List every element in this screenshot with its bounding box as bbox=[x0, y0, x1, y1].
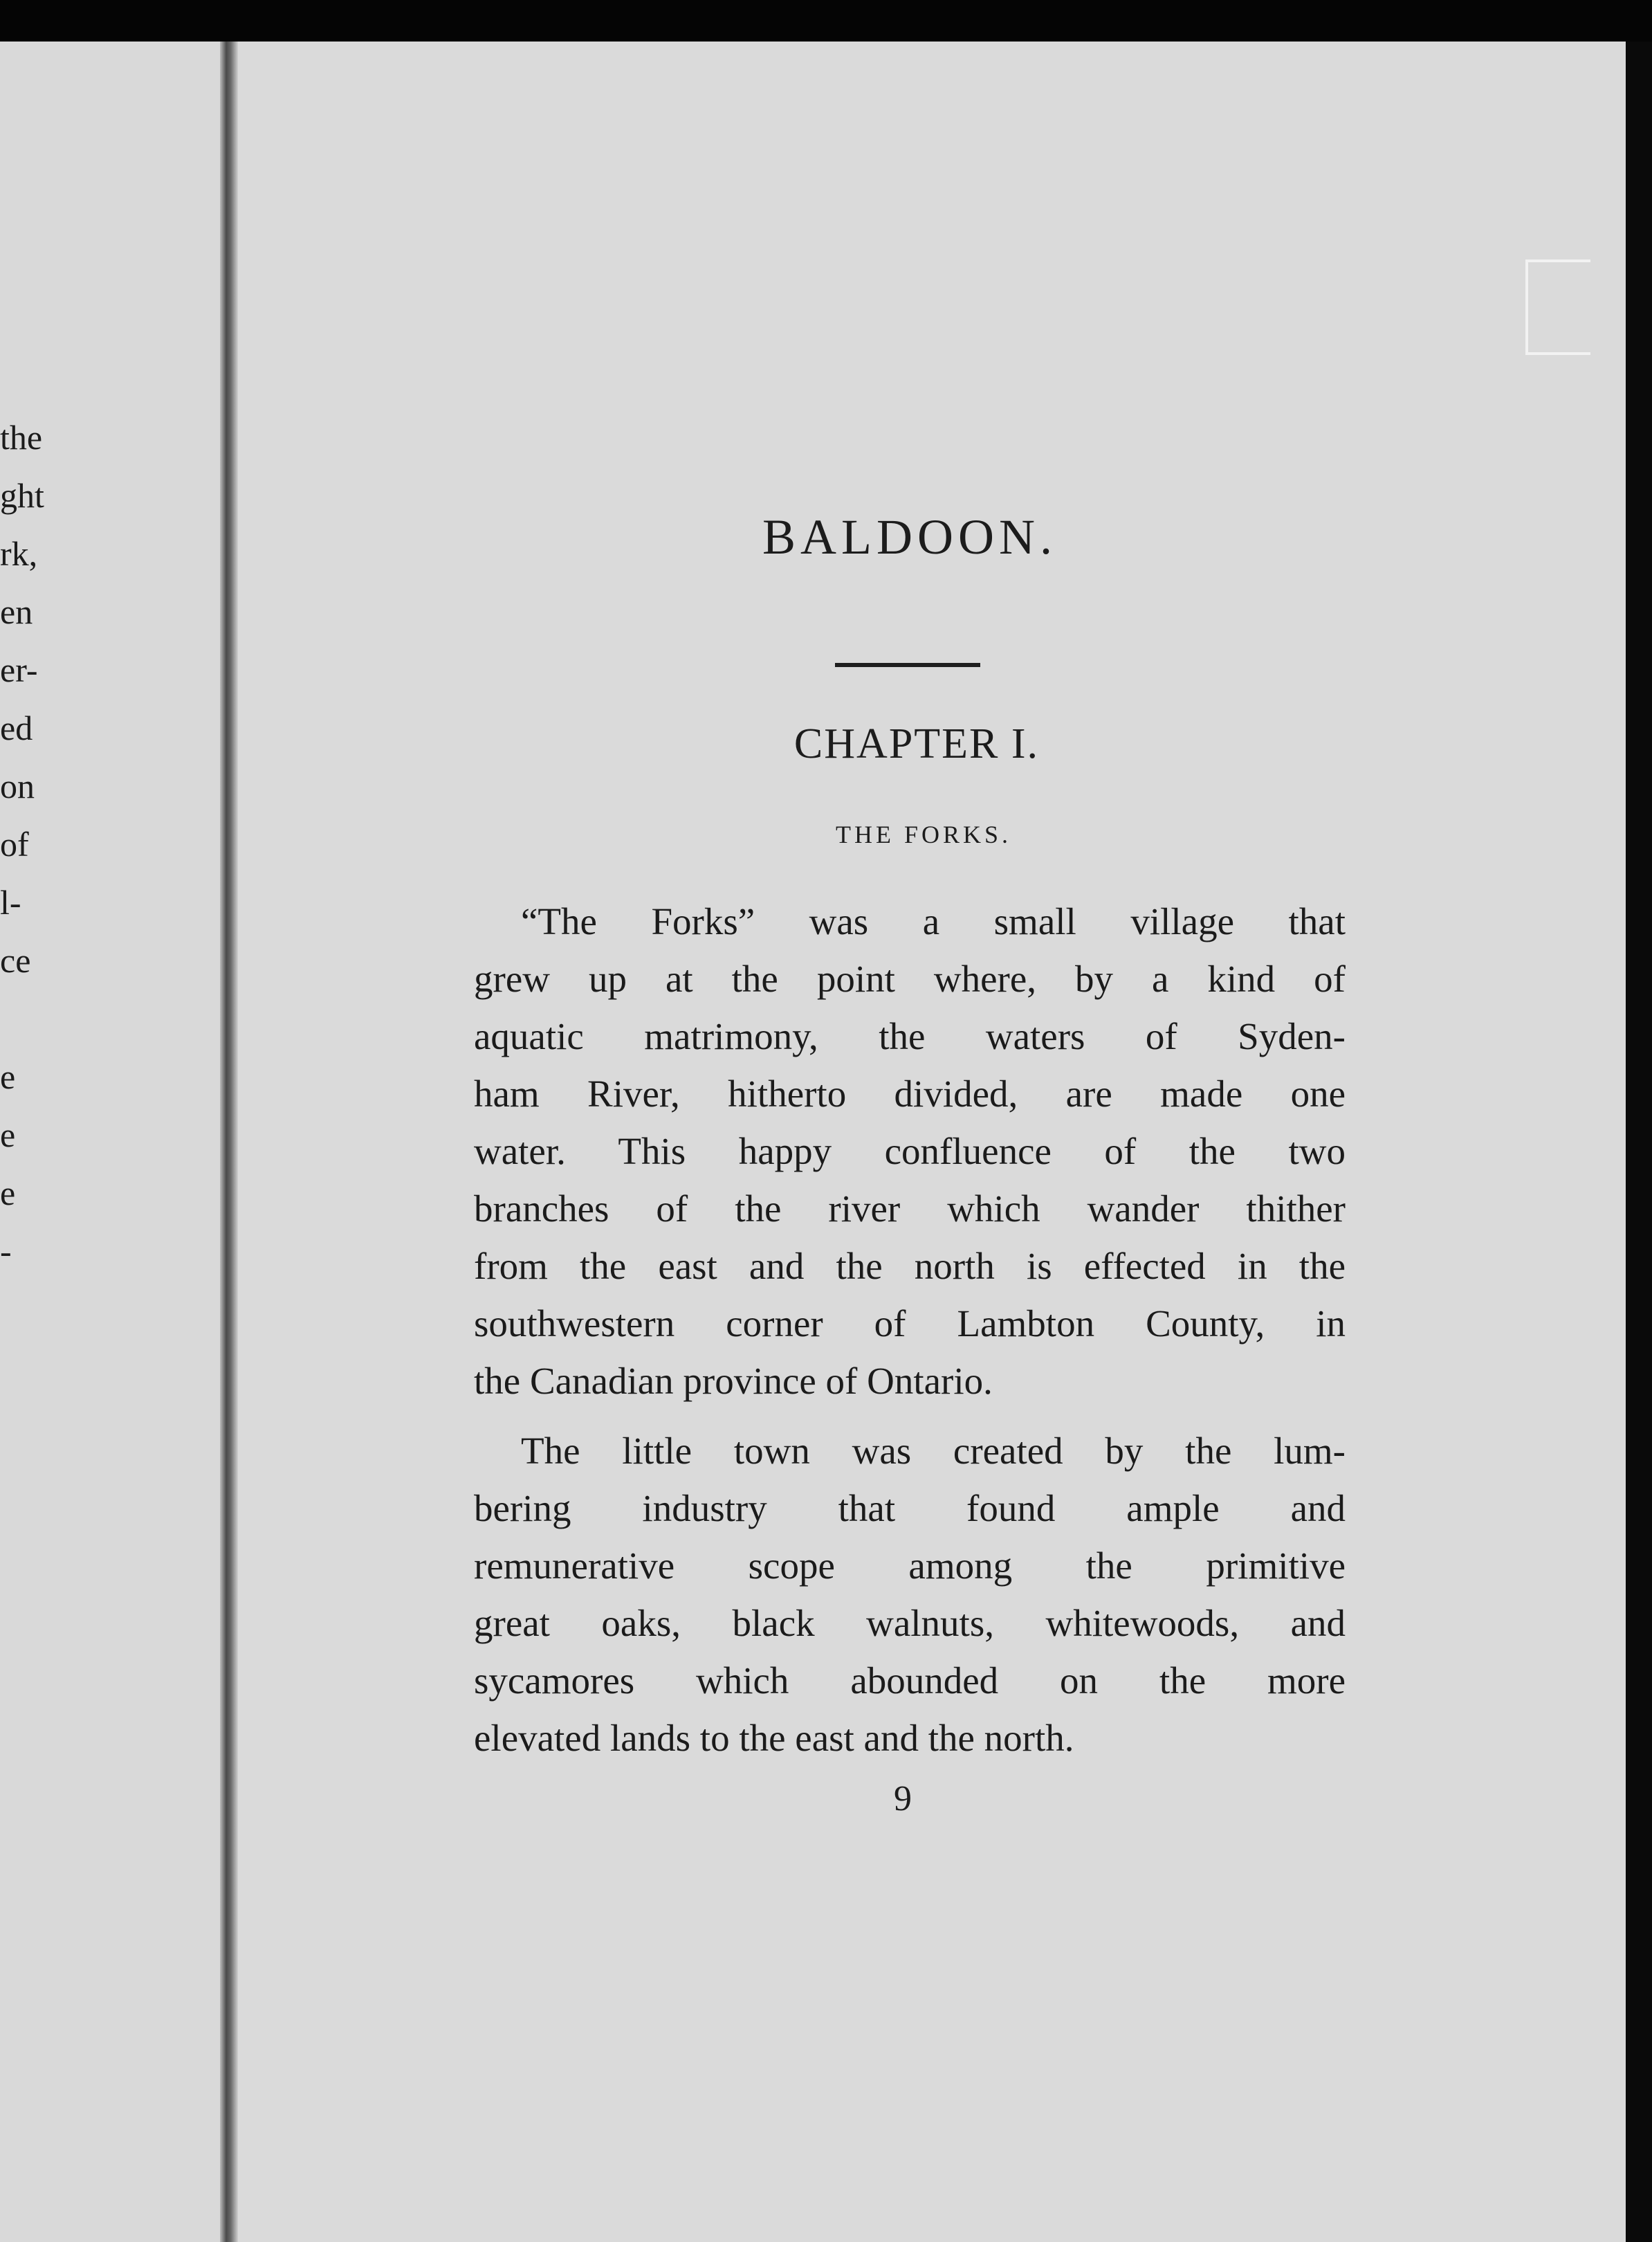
text-line: The little town was created by the lum- bbox=[521, 1430, 1346, 1472]
fragment-line: l- bbox=[0, 883, 21, 922]
fragment-line: e bbox=[0, 1057, 16, 1096]
page-edge-shadow bbox=[1626, 42, 1652, 2242]
fragment-line: on bbox=[0, 767, 35, 805]
text-line: elevated lands to the east and the north. bbox=[474, 1717, 1074, 1759]
text-line: southwestern corner of Lambton County, in bbox=[474, 1302, 1346, 1345]
fragment-line: the bbox=[0, 418, 43, 457]
fragment-line: e bbox=[0, 1115, 16, 1154]
fragment-line bbox=[0, 990, 208, 1048]
fragment-line: of bbox=[0, 825, 29, 864]
scan-bracket-mark bbox=[1525, 259, 1590, 355]
text-line: ham River, hitherto divided, are made one bbox=[474, 1073, 1346, 1115]
text-line: “The Forks” was a small village that bbox=[521, 900, 1346, 942]
text-line: from the east and the north is effected in the bbox=[474, 1245, 1346, 1287]
text-line: the Canadian province of Ontario. bbox=[474, 1360, 993, 1402]
paragraph-2 bbox=[474, 1422, 1346, 1767]
fragment-line: rk, bbox=[0, 534, 38, 573]
fragment-line: e bbox=[0, 1174, 16, 1212]
text-line: aquatic matrimony, the waters of Syden- bbox=[474, 1015, 1346, 1057]
text-line: sycamores which abounded on the more bbox=[474, 1659, 1346, 1702]
text-line: branches of the river which wander thither bbox=[474, 1187, 1346, 1230]
fragment-line: - bbox=[0, 1232, 12, 1270]
book-gutter bbox=[220, 42, 238, 2242]
fragment-line: ght bbox=[0, 476, 44, 515]
text-line: great oaks, black walnuts, whitewoods, and bbox=[474, 1602, 1346, 1644]
fragment-line: er- bbox=[0, 650, 38, 689]
paragraph-1 bbox=[474, 893, 1346, 1410]
text-line: water. This happy confluence of the two bbox=[474, 1130, 1346, 1172]
text-line: bering industry that found ample and bbox=[474, 1487, 1346, 1529]
text-line: grew up at the point where, by a kind of bbox=[474, 958, 1346, 1000]
book-title: BALDOON. bbox=[762, 509, 1057, 565]
title-divider-rule bbox=[835, 663, 980, 667]
fragment-line: en bbox=[0, 592, 33, 631]
text-line: remunerative scope among the primitive bbox=[474, 1544, 1346, 1587]
page-number: 9 bbox=[894, 1779, 912, 1819]
section-title: THE FORKS. bbox=[835, 821, 1012, 848]
chapter-heading: CHAPTER I. bbox=[793, 720, 1040, 767]
fragment-line: ed bbox=[0, 709, 33, 747]
fragment-line: ce bbox=[0, 941, 31, 980]
facing-page-left bbox=[0, 42, 228, 2242]
